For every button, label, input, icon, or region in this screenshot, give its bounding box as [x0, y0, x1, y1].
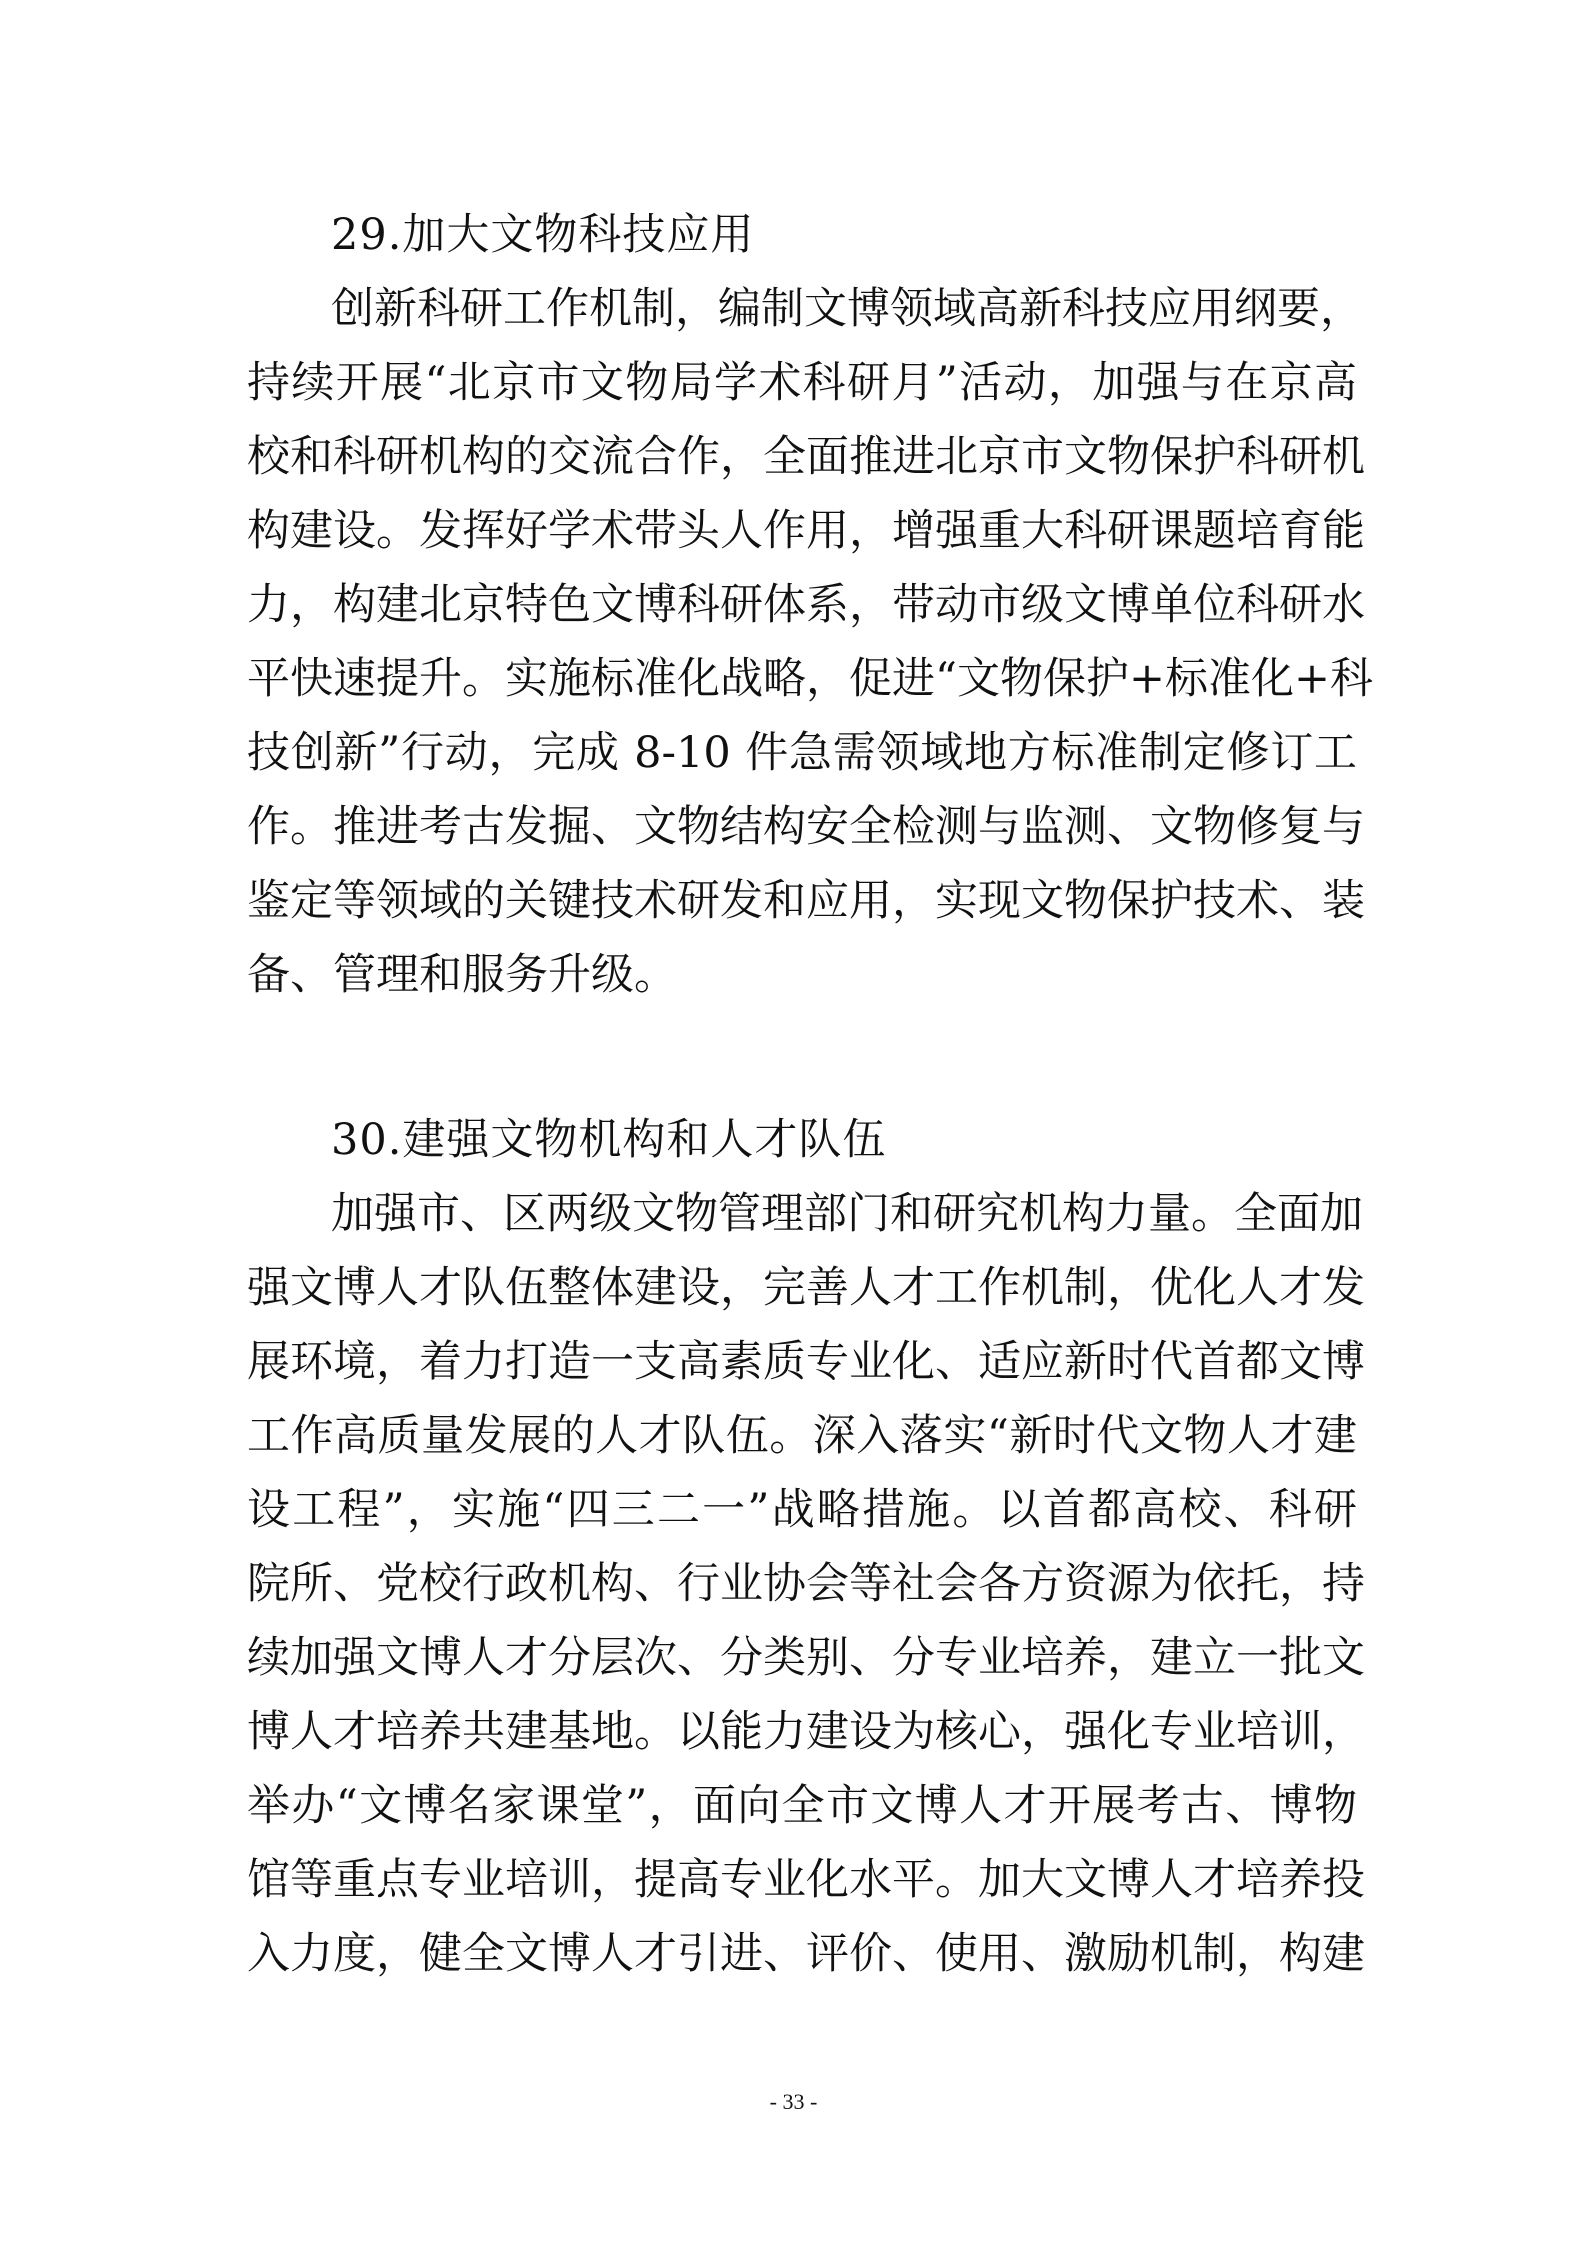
section-29-line-3: 校和科研机构的交流合作，全面推进北京市文物保护科研机	[247, 432, 1365, 482]
section-30-heading: 30.建强文物机构和人才队伍	[331, 1115, 887, 1165]
section-30-line-10: 馆等重点专业培训，提高专业化水平。加大文博人才培养投	[247, 1855, 1365, 1905]
section-29-line-10: 备、管理和服务升级。	[247, 950, 677, 1000]
section-30-line-9: 举办“文博名家课堂”，面向全市文博人才开展考古、博物	[247, 1781, 1357, 1831]
section-30-line-11: 入力度，健全文博人才引进、评价、使用、激励机制，构建	[247, 1929, 1365, 1979]
section-30-line-3: 展环境，着力打造一支高素质专业化、适应新时代首都文博	[247, 1337, 1365, 1387]
section-29-line-4: 构建设。发挥好学术带头人作用，增强重大科研课题培育能	[247, 506, 1365, 556]
section-30-line-1: 加强市、区两级文物管理部门和研究机构力量。全面加	[331, 1189, 1363, 1239]
section-30-line-7: 续加强文博人才分层次、分类别、分专业培养，建立一批文	[247, 1633, 1365, 1683]
section-29-line-6: 平快速提升。实施标准化战略，促进“文物保护+标准化+科	[247, 654, 1374, 704]
section-30-line-6: 院所、党校行政机构、行业协会等社会各方资源为依托，持	[247, 1559, 1365, 1609]
section-30-line-5: 设工程”，实施“四三二一”战略措施。以首都高校、科研	[247, 1485, 1357, 1535]
section-29-line-2: 持续开展“北京市文物局学术科研月”活动，加强与在京高	[247, 358, 1357, 408]
section-30-line-2: 强文博人才队伍整体建设，完善人才工作机制，优化人才发	[247, 1263, 1365, 1313]
section-29-line-1: 创新科研工作机制，编制文博领域高新科技应用纲要，	[331, 284, 1363, 334]
section-30-line-4: 工作高质量发展的人才队伍。深入落实“新时代文物人才建	[247, 1411, 1357, 1461]
section-29-heading: 29.加大文物科技应用	[331, 210, 755, 260]
section-29-line-7: 技创新”行动，完成 8-10 件急需领域地方标准制定修订工	[247, 728, 1357, 778]
section-29-line-8: 作。推进考古发掘、文物结构安全检测与监测、文物修复与	[247, 802, 1365, 852]
section-30-line-8: 博人才培养共建基地。以能力建设为核心，强化专业培训，	[247, 1707, 1365, 1757]
section-29-line-5: 力，构建北京特色文博科研体系，带动市级文博单位科研水	[247, 580, 1365, 630]
page-number: - 33 -	[769, 2089, 818, 2114]
section-29-line-9: 鉴定等领域的关键技术研发和应用，实现文物保护技术、装	[247, 876, 1365, 926]
